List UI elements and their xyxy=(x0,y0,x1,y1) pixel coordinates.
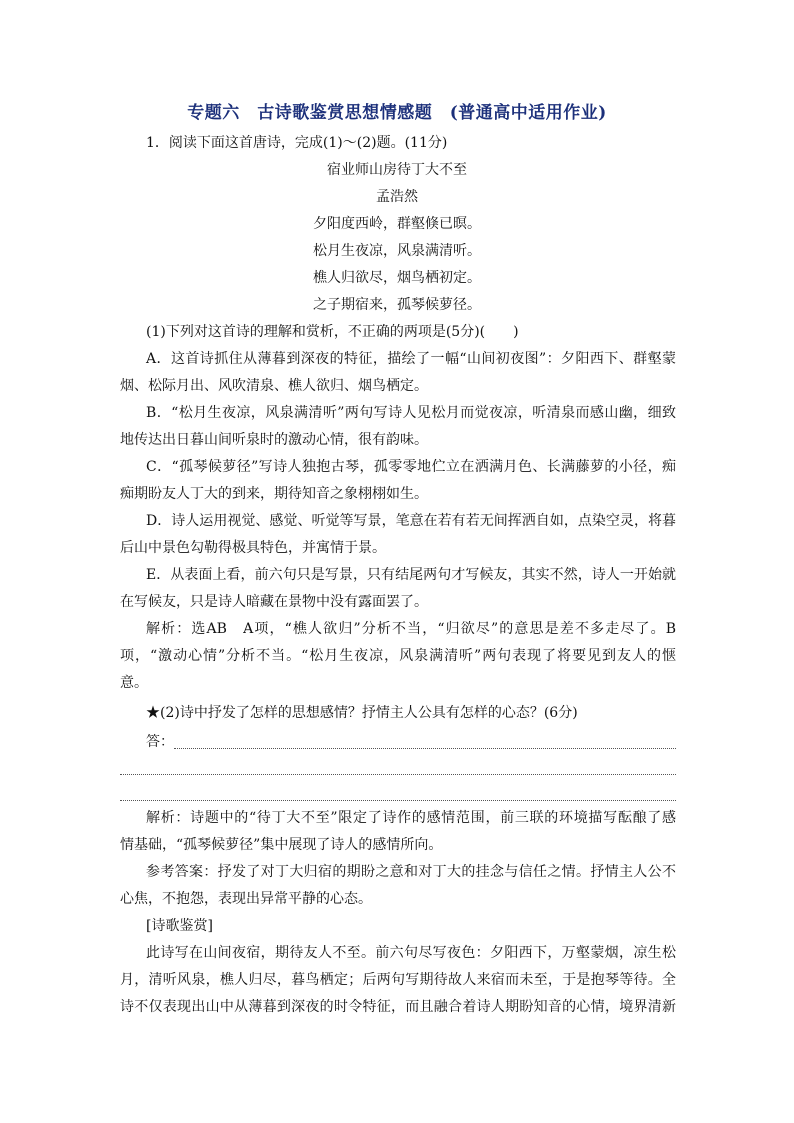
option-e-line-2: 在写候友，只是诗人暗藏在景物中没有露面罢了。 xyxy=(120,594,428,610)
option-e-line-1: E．从表面上看，前六句只是写景，只有结尾两句才写候友，其实不然，诗人一开始就 xyxy=(146,567,676,583)
poem-line-2: 松月生夜凉，风泉满清听。 xyxy=(313,243,481,259)
answer-area-line-1[interactable] xyxy=(146,732,676,752)
option-d-line-2: 后山中景色勾勒得极具特色，并寓情于景。 xyxy=(120,540,386,556)
analysis-1-line-2: 项，“激动心情”分析不当。“松月生夜凉，风泉满清听”两句表现了将要见到友人的惬 xyxy=(120,648,676,664)
answer-dotted-line xyxy=(120,774,676,775)
answer-area-line-3[interactable] xyxy=(120,784,676,804)
sub-question-2-stem: ★(2)诗中抒发了怎样的思想感情？抒情主人公具有怎样的心态？(6分) xyxy=(146,705,578,721)
poem-line-4: 之子期宿来，孤琴候萝径。 xyxy=(313,297,481,313)
answer-dotted-line xyxy=(174,748,676,749)
poem-title: 宿业师山房待丁大不至 xyxy=(327,162,467,178)
answer-dotted-line xyxy=(120,800,676,801)
option-b-line-1: B．“松月生夜凉，风泉满清听”两句写诗人见松月而觉夜凉，听清泉而感山幽，细致 xyxy=(146,405,676,421)
analysis-1-line-1: 解析：选AB A项，“樵人欲归”分析不当，“归欲尽”的意思是差不多走尽了。B xyxy=(146,621,676,637)
poem-author: 孟浩然 xyxy=(376,189,418,205)
question-1-stem: 1．阅读下面这首唐诗，完成(1)～(2)题。(11分) xyxy=(146,135,448,151)
answer-area-line-2[interactable] xyxy=(120,758,676,778)
option-c-line-2: 痴期盼友人丁大的到来，期待知音之象栩栩如生。 xyxy=(120,486,428,502)
option-a-line-1: A．这首诗抓住从薄暮到深夜的特征，描绘了一幅“山间初夜图”：夕阳西下、群壑蒙 xyxy=(146,351,676,367)
option-b-line-2: 地传达出日暮山间听泉时的激动心情，很有韵味。 xyxy=(120,432,428,448)
analysis-2-line-1: 解析：诗题中的“待丁大不至”限定了诗作的感情范围，前三联的环境描写酝酿了感 xyxy=(146,810,676,826)
appreciation-line-2: 月，清听风泉，樵人归尽，暮鸟栖定；后两句写期待故人来宿而未至，于是抱琴等待。全 xyxy=(120,972,676,988)
poem-line-3: 樵人归欲尽，烟鸟栖初定。 xyxy=(313,270,481,286)
reference-answer-line-1: 参考答案：抒发了对丁大归宿的期盼之意和对丁大的挂念与信任之情。抒情主人公不 xyxy=(146,864,676,880)
appreciation-line-3: 诗不仅表现出山中从薄暮到深夜的时令特征，而且融合着诗人期盼知音的心情，境界清新 xyxy=(120,999,676,1015)
option-d-line-1: D．诗人运用视觉、感觉、听觉等写景，笔意在若有若无间挥洒自如，点染空灵，将暮 xyxy=(146,513,676,529)
sub-question-1-stem: (1)下列对这首诗的理解和赏析，不正确的两项是(5分)( ) xyxy=(146,324,519,340)
reference-answer-line-2: 心焦，不抱怨，表现出异常平静的心态。 xyxy=(120,891,372,907)
option-a-line-2: 烟、松际月出、风吹清泉、樵人欲归、烟鸟栖定。 xyxy=(120,378,428,394)
option-c-line-1: C．“孤琴候萝径”写诗人独抱古琴，孤零零地伫立在洒满月色、长满藤萝的小径，痴 xyxy=(146,459,676,475)
appreciation-heading: [诗歌鉴赏] xyxy=(146,918,213,934)
analysis-2-line-2: 情基础，“孤琴候萝径”集中展现了诗人的感情所向。 xyxy=(120,837,443,853)
poem-line-1: 夕阳度西岭，群壑倏已暝。 xyxy=(313,216,481,232)
analysis-1-line-3: 意。 xyxy=(120,675,148,691)
appreciation-line-1: 此诗写在山间夜宿，期待友人不至。前六句尽写夜色：夕阳西下，万壑蒙烟，凉生松 xyxy=(146,945,676,961)
answer-label: 答： xyxy=(146,734,174,750)
page-title: 专题六 古诗歌鉴赏思想情感题 (普通高中适用作业) xyxy=(187,103,607,123)
